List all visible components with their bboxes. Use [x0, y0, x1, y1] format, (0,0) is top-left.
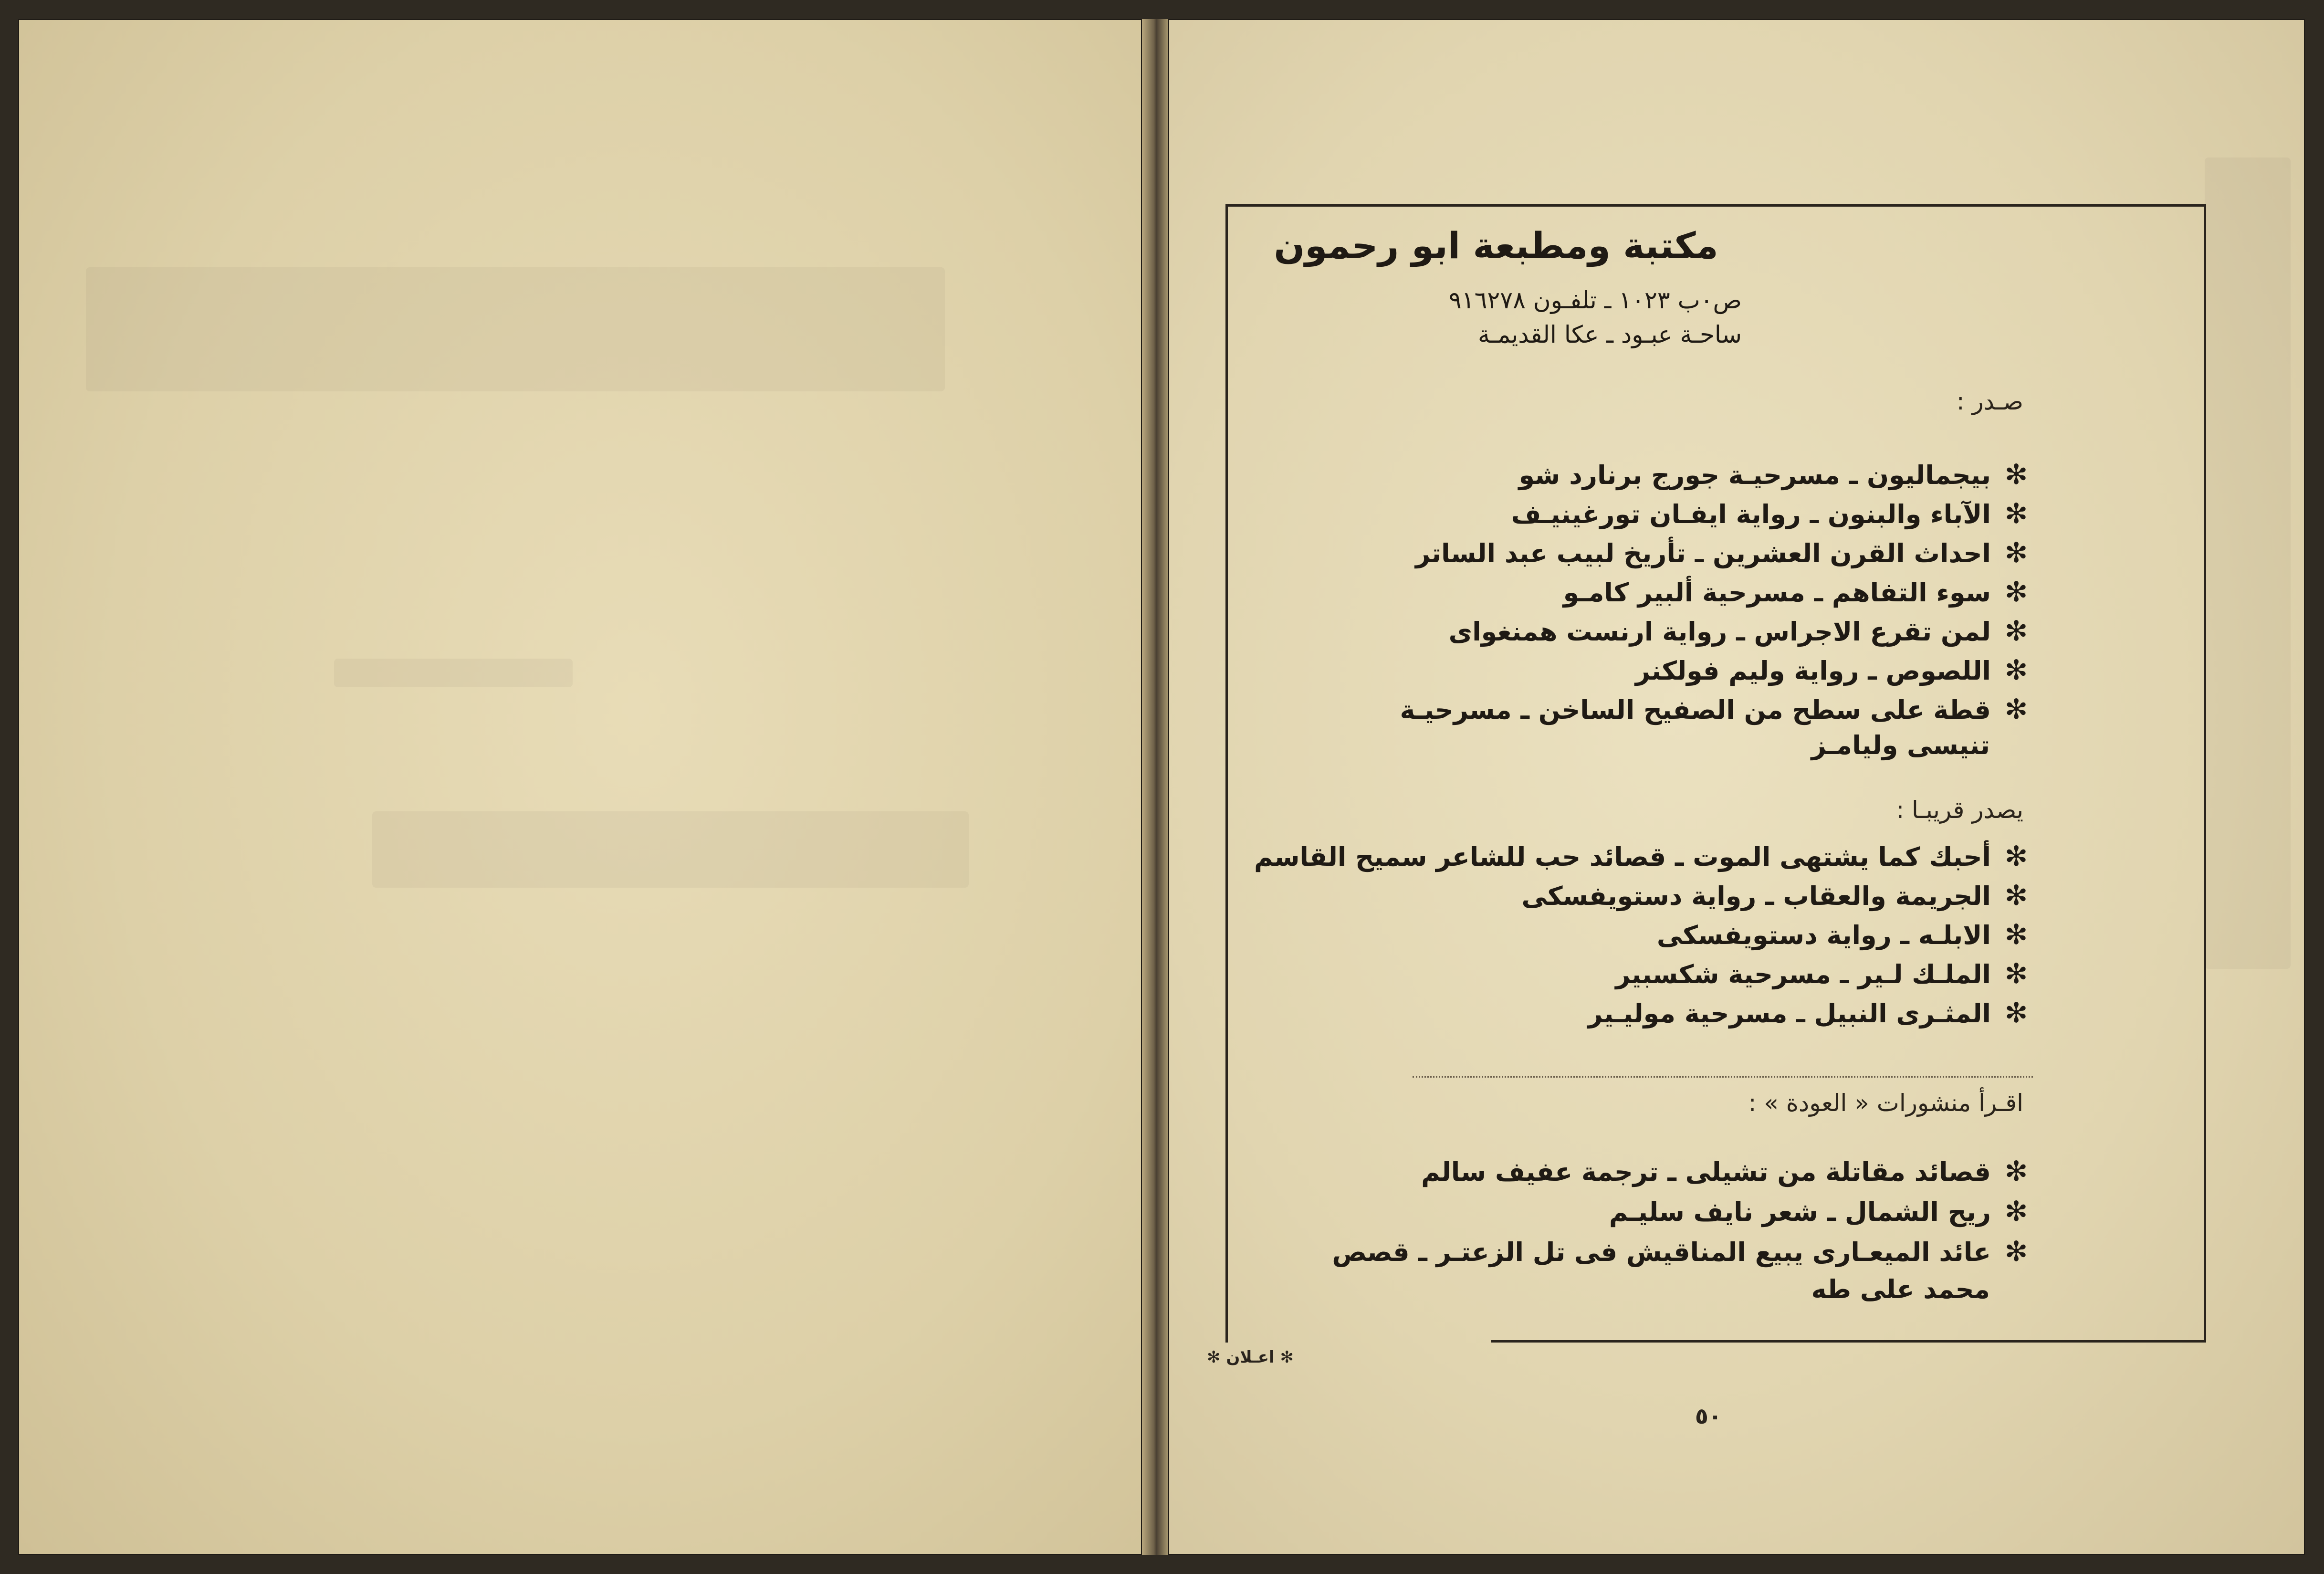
book-title: لمن تقرع الاجراس ـ رواية ارنست همنغواى: [1448, 617, 1991, 647]
page-number: ٥٠: [1695, 1403, 1722, 1429]
list-item: [1415, 536, 2033, 569]
list-item: [1400, 693, 2033, 725]
section-heading-upcoming: يصدر قريبـا :: [1896, 796, 2023, 824]
list-item: [1511, 497, 2033, 530]
contact-line-po-box-phone: ص٠ب ١٠٢٣ ـ تلفـون ٩١٦٢٧٨: [1448, 286, 1742, 314]
asterisk-bullet-icon: ✻: [2004, 1235, 2028, 1268]
left-page-blank: [18, 19, 1142, 1555]
asterisk-bullet-icon: ✻: [2004, 536, 2028, 569]
asterisk-bullet-icon: ✻: [2004, 918, 2028, 951]
asterisk-bullet-icon: ✻: [2004, 693, 2028, 725]
read-list: [1288, 1155, 2033, 1279]
list-item: [1563, 576, 2033, 608]
book-title: سوء التفاهم ـ مسرحية ألبير كامـو: [1563, 577, 1991, 608]
section-divider: [1413, 1076, 2033, 1078]
asterisk-bullet-icon: ✻: [2004, 576, 2028, 608]
list-item: [1449, 615, 2033, 647]
asterisk-bullet-icon: ✻: [2004, 1195, 2028, 1228]
book-title: عائد الميعـارى يبيع المناقيش فى تل الزعتـر ـ قصص: [1332, 1237, 1991, 1267]
asterisk-bullet-icon: ✻: [2004, 458, 2028, 491]
list-item: [1421, 1155, 2033, 1187]
show-through-block: [372, 811, 969, 888]
list-item: [1332, 1235, 2033, 1268]
section-heading-published: صـدر :: [1956, 388, 2023, 415]
book-gutter: [1142, 19, 1168, 1555]
shop-name: مكتبة ومطبعة ابو رحمون: [1274, 224, 1718, 267]
list-item: [1254, 840, 2033, 872]
list-item: [1518, 458, 2033, 491]
published-list: [1288, 458, 2033, 754]
asterisk-bullet-icon: ✻: [2004, 840, 2028, 872]
book-title: الملـك لـير ـ مسرحية شكسبير: [1615, 959, 1991, 989]
book-title: الآباء والبنون ـ رواية ايفـان تورغينيـف: [1511, 499, 1991, 529]
book-title: المثـرى النبيل ـ مسرحية موليـير: [1588, 998, 1991, 1028]
list-item: [1657, 918, 2033, 951]
section-heading-read: اقـرأ منشورات « العودة » :: [1748, 1089, 2023, 1117]
asterisk-bullet-icon: ✻: [2004, 1155, 2028, 1187]
book-title: اللصوص ـ رواية وليم فولكنر: [1635, 656, 1991, 686]
list-item: [1522, 879, 2033, 912]
advertisement-bottom-rule: [1491, 1340, 2206, 1343]
asterisk-bullet-icon: ✻: [2004, 615, 2028, 647]
advertisement-label: ✻ اعـلان ✻: [1207, 1348, 1294, 1367]
asterisk-bullet-icon: ✻: [2004, 997, 2028, 1029]
show-through-block: [334, 659, 573, 687]
book-title: أحبك كما يشتهى الموت ـ قصائد حب للشاعر سميح القاسم: [1254, 842, 1991, 872]
list-item: [1635, 654, 2033, 686]
list-item-continuation: محمد على طه: [1811, 1274, 1990, 1304]
book-title: احداث القرن العشرين ـ تأريخ لبيب عبد الساتر: [1415, 538, 1991, 568]
show-through-block: [2205, 157, 2291, 969]
book-title: الجريمة والعقاب ـ رواية دستويفسكى: [1521, 881, 1991, 911]
book-title: الابلـه ـ رواية دستويفسكى: [1656, 920, 1991, 950]
contact-line-address: ساحـة عبـود ـ عكا القديمـة: [1477, 321, 1742, 348]
asterisk-bullet-icon: ✻: [2004, 879, 2028, 912]
book-title: ريح الشمال ـ شعر نايف سليـم: [1609, 1197, 1991, 1227]
list-item: [1609, 1195, 2033, 1228]
list-item-continuation: تنيسى وليامـز: [1811, 730, 1990, 760]
upcoming-list: [1254, 840, 2033, 1040]
book-title: قطة على سطح من الصفيح الساخن ـ مسرحيـة: [1400, 695, 1991, 725]
show-through-block: [86, 267, 945, 391]
book-title: بيجماليون ـ مسرحيـة جورج برنارد شو: [1518, 460, 1991, 490]
asterisk-bullet-icon: ✻: [2004, 654, 2028, 686]
asterisk-bullet-icon: ✻: [2004, 497, 2028, 530]
list-item: [1615, 957, 2033, 990]
book-title: قصائد مقاتلة من تشيلى ـ ترجمة عفيف سالم: [1421, 1157, 1991, 1187]
list-item: [1588, 997, 2033, 1029]
asterisk-bullet-icon: ✻: [2004, 957, 2028, 990]
